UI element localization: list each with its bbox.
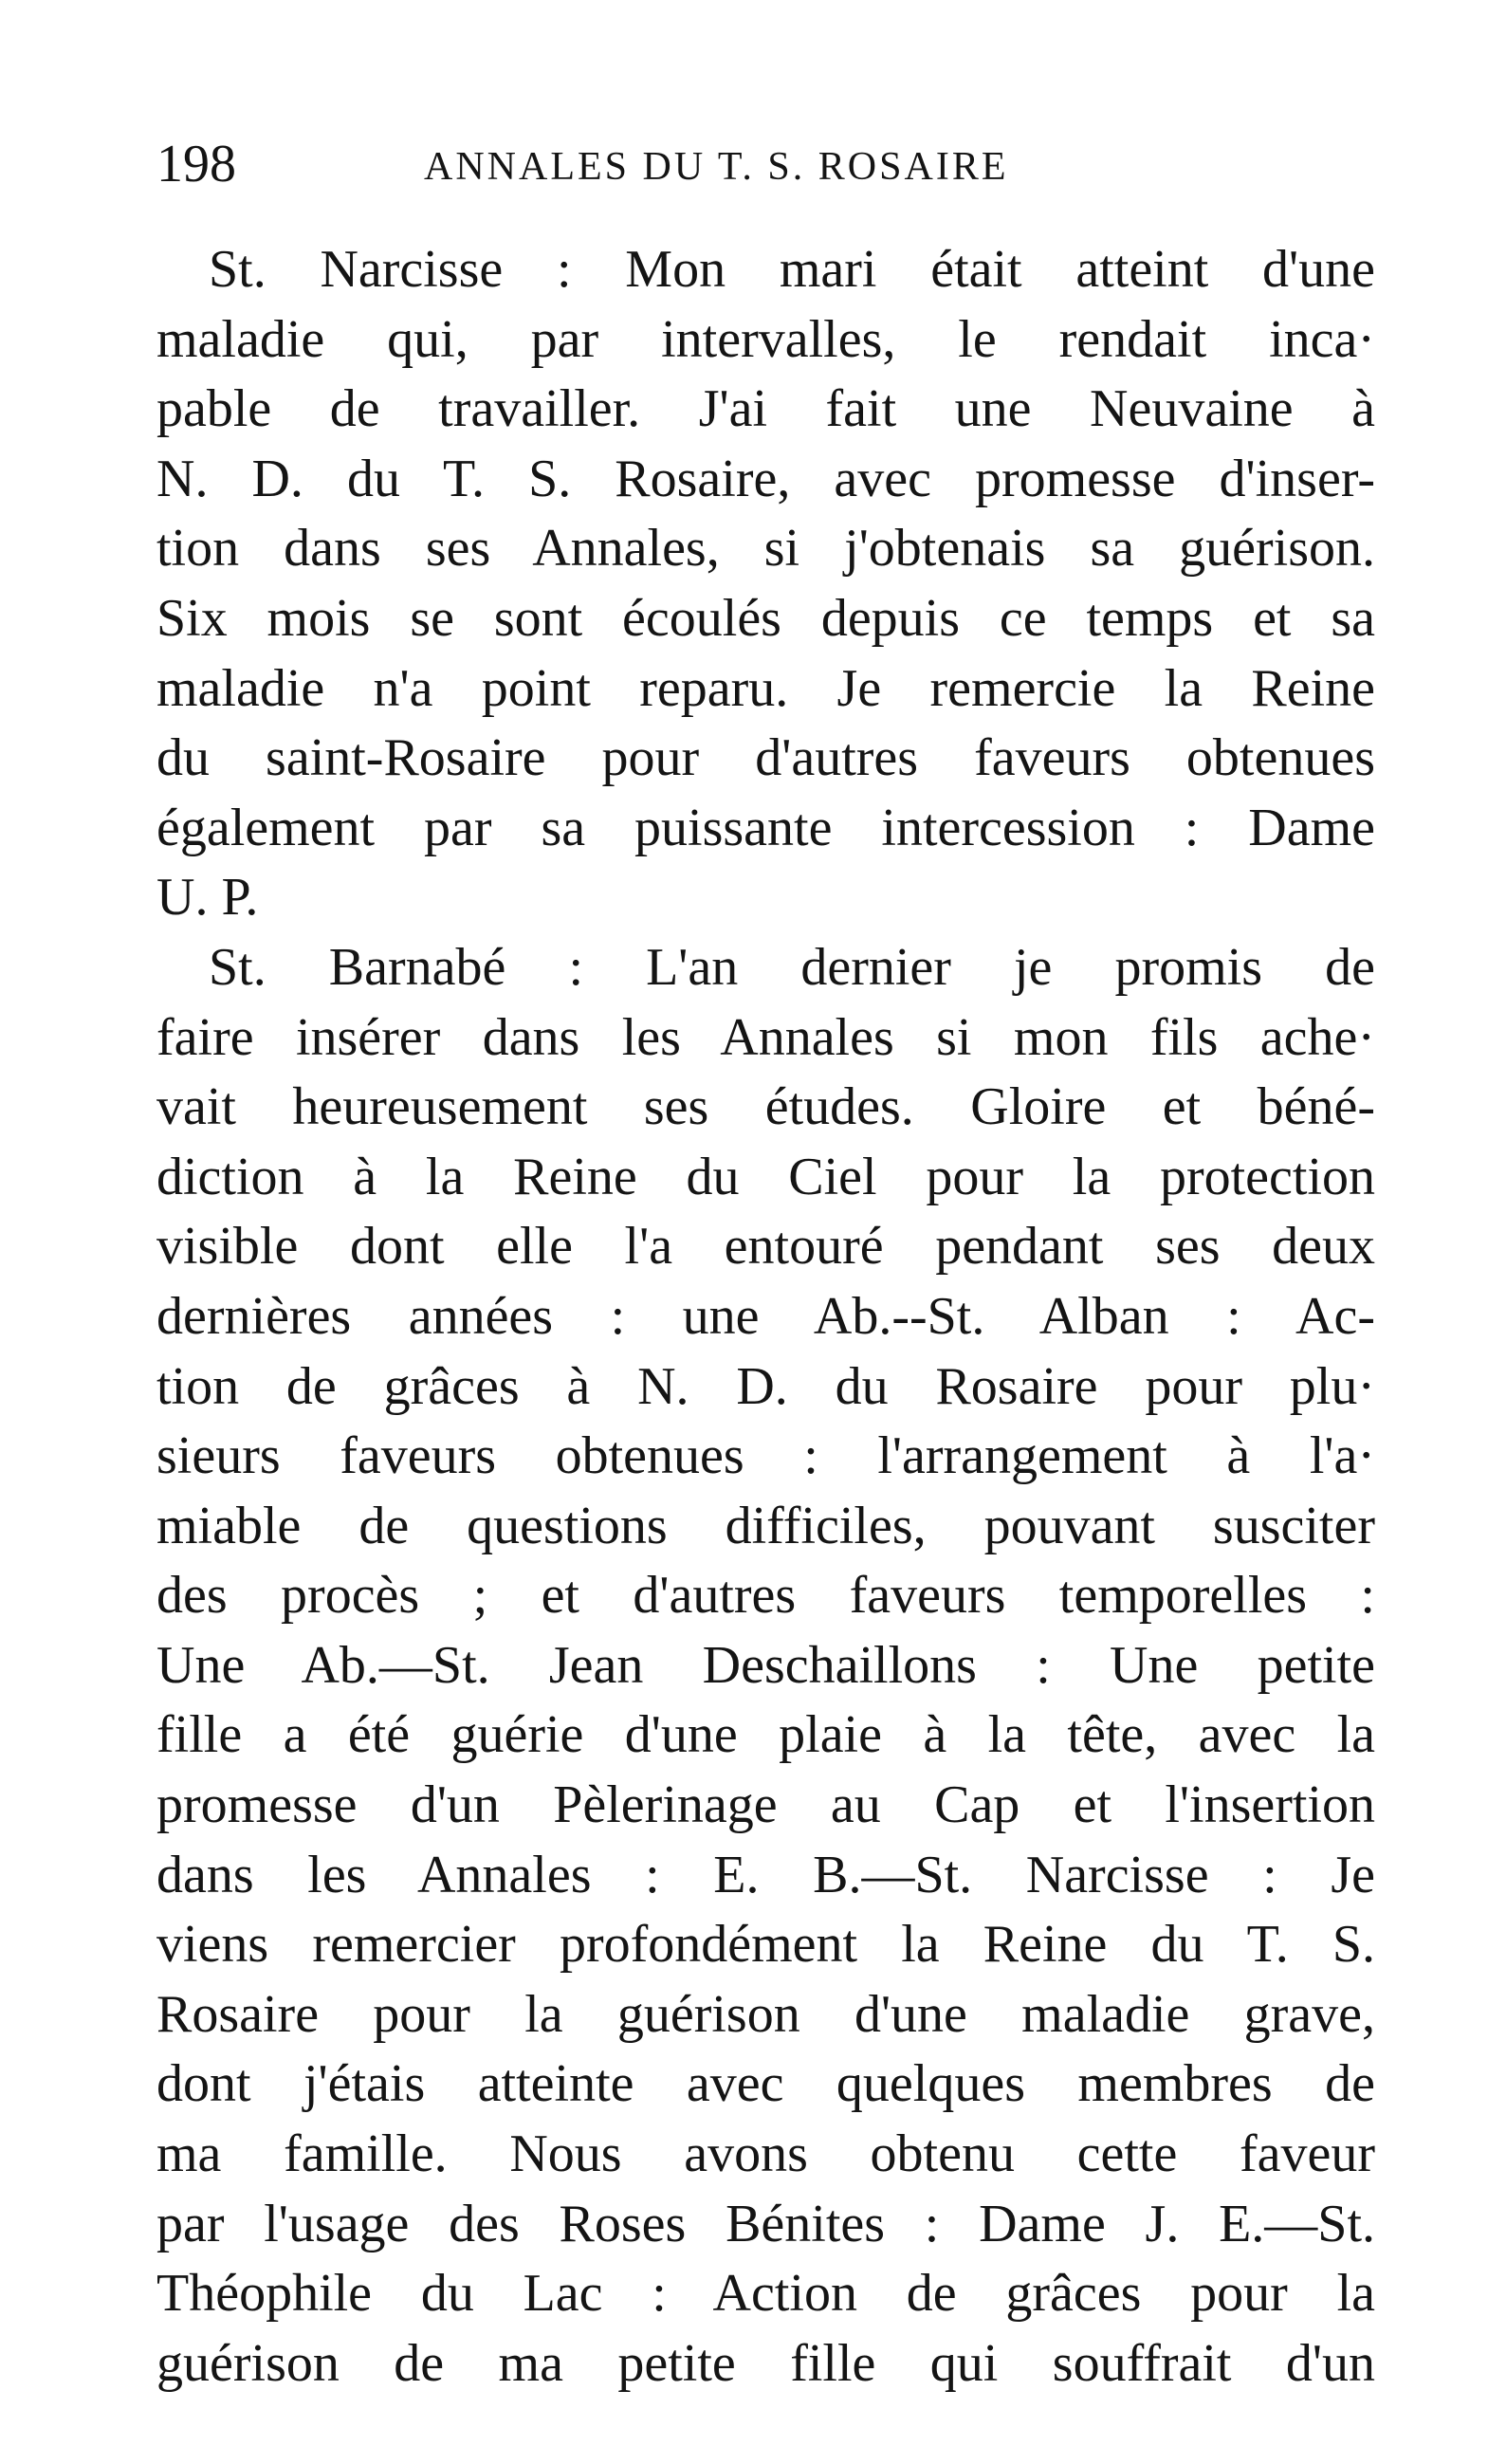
text-line: faire insérer dans les Annales si mon fils ache· <box>156 1007 1375 1067</box>
text-line: St. Narcisse : Mon mari était atteint d'une <box>209 240 1375 299</box>
text-line: dont j'étais atteinte avec quelques membres de <box>156 2054 1375 2114</box>
text-line: tion de grâces à N. D. du Rosaire pour plu· <box>156 1356 1375 1416</box>
text-line: maladie n'a point reparu. Je remercie la Reine <box>156 658 1375 718</box>
page-number: 198 <box>156 135 236 193</box>
text-line: des procès ; et d'autres faveurs temporelles : <box>156 1566 1375 1626</box>
text-line: dernières années : une Ab.--St. Alban : Ac- <box>156 1286 1375 1346</box>
text-line: pable de travailler. J'ai fait une Neuvaine à <box>156 379 1375 439</box>
text-line: miable de questions difficiles, pouvant susciter <box>156 1496 1375 1555</box>
text-line: par l'usage des Roses Bénites : Dame J. E.—St. <box>156 2194 1375 2253</box>
text-line: diction à la Reine du Ciel pour la protection <box>156 1147 1375 1206</box>
running-head <box>156 131 1375 197</box>
text-line: St. Barnabé : L'an dernier je promis de <box>209 937 1375 997</box>
running-title: ANNALES DU T. S. ROSAIRE <box>424 145 1009 189</box>
text-line: également par sa puissante intercession : Dame <box>156 798 1375 857</box>
text-line: fille a été guérie d'une plaie à la tête, avec la <box>156 1705 1375 1765</box>
text-line: sieurs faveurs obtenues : l'arrangement à l'a· <box>156 1426 1375 1486</box>
body-text <box>156 235 1375 2399</box>
text-line: vait heureusement ses études. Gloire et béné- <box>156 1077 1375 1137</box>
text-line: Théophile du Lac : Action de grâces pour la <box>156 2264 1375 2324</box>
text-line: promesse d'un Pèlerinage au Cap et l'insertion <box>156 1775 1375 1835</box>
text-line: viens remercier profondément la Reine du T. S. <box>156 1915 1375 1975</box>
text-line: dans les Annales : E. B.—St. Narcisse : Je <box>156 1845 1375 1904</box>
text-line: maladie qui, par intervalles, le rendait inca· <box>156 309 1375 369</box>
text-line: tion dans ses Annales, si j'obtenais sa guérison. <box>156 519 1375 579</box>
text-line: U. P. <box>156 868 259 928</box>
text-line: Six mois se sont écoulés depuis ce temps et sa <box>156 588 1375 648</box>
text-line: guérison de ma petite fille qui souffrait d'un <box>156 2333 1375 2393</box>
text-line: N. D. du T. S. Rosaire, avec promesse d'inser- <box>156 449 1375 508</box>
text-line: Rosaire pour la guérison d'une maladie grave, <box>156 1984 1375 2044</box>
text-line: du saint-Rosaire pour d'autres faveurs obtenues <box>156 728 1375 788</box>
text-line: visible dont elle l'a entouré pendant ses deux <box>156 1217 1375 1277</box>
text-line: Une Ab.—St. Jean Deschaillons : Une petite <box>156 1635 1375 1695</box>
text-line: ma famille. Nous avons obtenu cette faveur <box>156 2124 1375 2184</box>
